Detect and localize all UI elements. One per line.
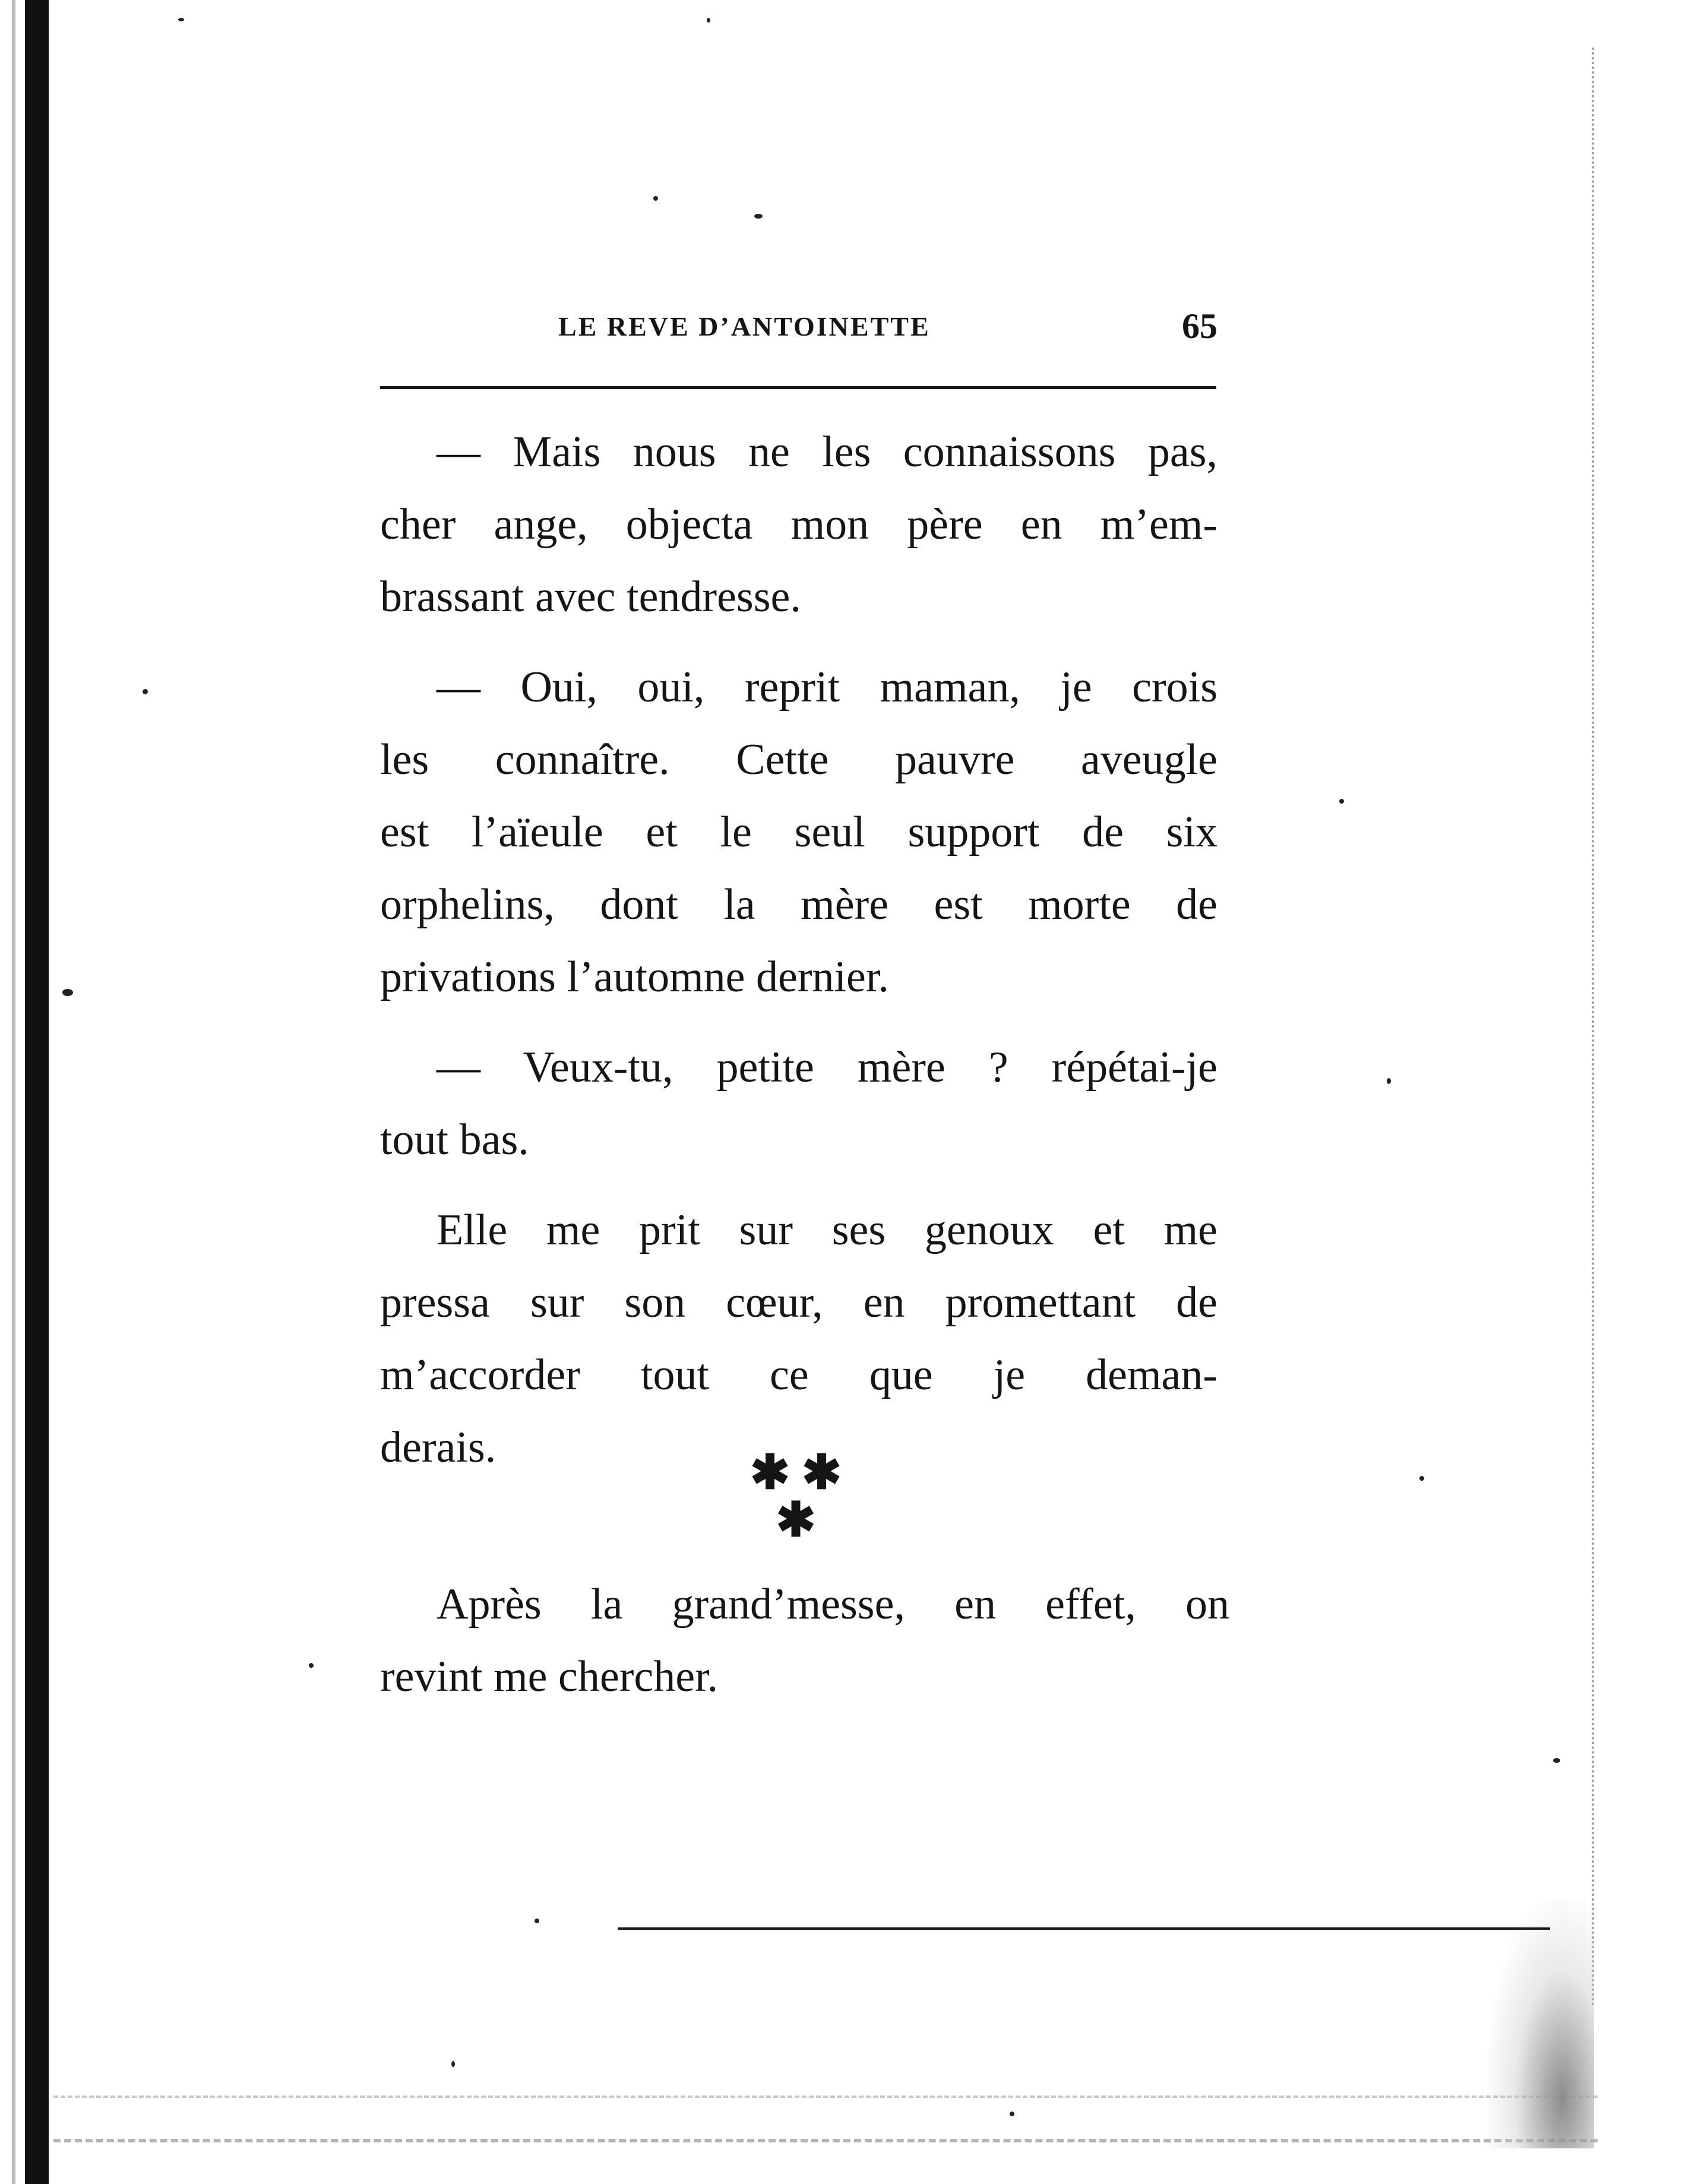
text-line: est l’aïeule et le seul support de six <box>380 808 1218 856</box>
asterism-top-row: ✱ ✱ <box>750 1447 842 1499</box>
text-line: derais. <box>380 1423 497 1472</box>
scan-speck <box>535 1918 539 1923</box>
scan-edge-shadow <box>12 0 15 2184</box>
scan-speck <box>451 2061 455 2067</box>
asterism-bottom-row: ✱ <box>776 1494 816 1547</box>
text-line: — Veux-tu, petite mère ? répétai-je <box>437 1043 1218 1092</box>
scan-speck <box>653 196 658 201</box>
text-line: Après la grand’messe, en effet, on <box>437 1580 1229 1629</box>
page-number: 65 <box>1182 306 1218 346</box>
text-line: orphelins, dont la mère est morte de <box>380 880 1218 929</box>
scan-bottom-border <box>53 2135 1598 2142</box>
scan-speck <box>143 689 148 694</box>
text-line: Elle me prit sur ses genoux et me <box>437 1206 1218 1254</box>
footer-rule <box>618 1927 1550 1930</box>
section-asterism <box>736 1447 855 1547</box>
binding-edge <box>25 0 49 2184</box>
body-text <box>380 416 1218 1484</box>
text-line: brassant avec tendresse. <box>380 573 801 621</box>
text-line: tout bas. <box>380 1115 529 1164</box>
page-header <box>380 306 1218 353</box>
paragraph-gap <box>380 1013 1218 1031</box>
scan-speck <box>62 989 73 996</box>
text-line: — Mais nous ne les connaissons pas, <box>437 428 1218 476</box>
text-line: privations l’automne dernier. <box>380 953 889 1001</box>
header-rule <box>380 386 1216 389</box>
text-line: pressa sur son cœur, en promettant de <box>380 1278 1218 1327</box>
scan-bottom-noise <box>53 2093 1598 2098</box>
running-title: LE REVE D’ANTOINETTE <box>558 311 931 342</box>
scan-speck <box>1419 1476 1424 1481</box>
scan-corner-smudge <box>1487 1899 1594 2148</box>
scan-speck <box>1387 1078 1391 1084</box>
scan-speck <box>178 18 184 21</box>
scan-right-border <box>1589 48 1594 2008</box>
scan-speck <box>1339 799 1344 804</box>
text-line: les connaître. Cette pauvre aveugle <box>380 735 1218 784</box>
scan-speck <box>754 214 763 219</box>
paragraph-gap <box>380 633 1218 651</box>
scan-speck <box>1010 2112 1014 2116</box>
scan-speck <box>1553 1758 1560 1763</box>
paragraph-gap <box>380 1176 1218 1194</box>
body-text-continued <box>380 1568 1229 1713</box>
text-line: m’accorder tout ce que je deman- <box>380 1351 1218 1399</box>
text-line: — Oui, oui, reprit maman, je crois <box>437 663 1218 712</box>
text-line: cher ange, objecta mon père en m’em- <box>380 500 1218 549</box>
scan-speck <box>309 1663 314 1668</box>
text-line: revint me chercher. <box>380 1652 719 1701</box>
scan-speck <box>707 18 710 23</box>
